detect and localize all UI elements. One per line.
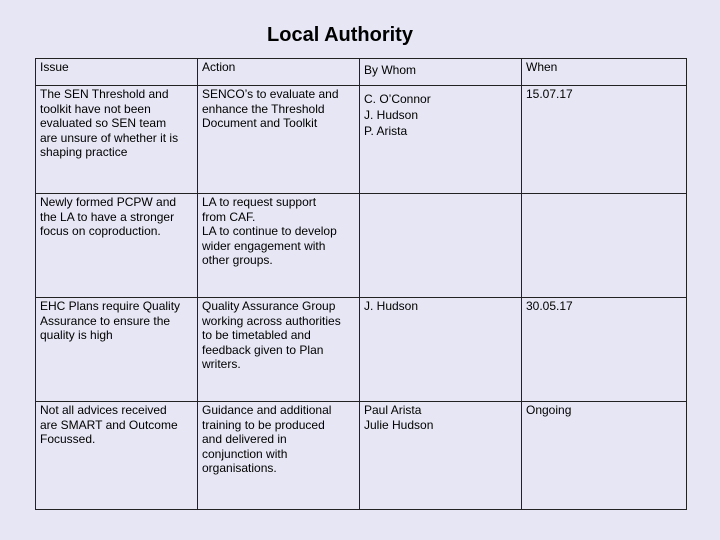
issue-cell [36, 194, 198, 298]
cell-line: The SEN Threshold and [40, 87, 169, 101]
by-whom-cell [360, 402, 522, 510]
cell-line: Julie Hudson [364, 417, 434, 432]
when-cell: 15.07.17 [522, 86, 687, 194]
cell-line: focus on coproduction. [40, 224, 161, 238]
cell-line: evaluated so SEN team [40, 116, 167, 130]
cell-line: quality is high [40, 328, 113, 342]
cell-line: are SMART and Outcome [40, 417, 178, 432]
cell-line: LA to continue to develop [202, 224, 337, 238]
cell-line: from CAF. [202, 209, 256, 224]
cell-line: toolkit have not been [40, 101, 151, 116]
cell-line: Newly formed PCPW and [40, 195, 177, 209]
cell-line: Not all advices received [40, 403, 167, 417]
header-issue: Issue [36, 59, 198, 86]
cell-line: wider engagement with [202, 238, 326, 253]
action-table [35, 58, 687, 510]
when-cell: Ongoing [522, 402, 687, 510]
cell-line: organisations. [202, 461, 277, 475]
cell-line: to be timetabled and [202, 328, 311, 342]
cell-line: are unsure of whether it is [40, 130, 179, 145]
when-cell: 30.05.17 [522, 298, 687, 402]
cell-line: other groups. [202, 253, 273, 267]
page-title [0, 24, 680, 47]
by-whom-cell [360, 194, 522, 298]
cell-line: working across authorities [202, 313, 341, 328]
action-cell [198, 298, 360, 402]
table-row [36, 402, 687, 510]
cell-line: Assurance to ensure the [40, 313, 171, 328]
cell-line: feedback given to Plan [202, 342, 324, 357]
issue-cell [36, 402, 198, 510]
cell-line: the LA to have a stronger [40, 209, 175, 224]
cell-line: training to be produced [202, 417, 325, 432]
by-whom-cell [360, 86, 522, 194]
action-cell [198, 194, 360, 298]
header-by-whom: By Whom [360, 59, 522, 86]
cell-line: LA to request support [202, 195, 317, 209]
table-header-row [36, 59, 687, 86]
header-action: Action [198, 59, 360, 86]
by-whom-cell [360, 298, 522, 402]
cell-line: C. O’Connor [364, 92, 431, 106]
when-cell [522, 194, 687, 298]
action-cell [198, 402, 360, 510]
cell-line: J. Hudson [364, 299, 419, 313]
cell-line: writers. [202, 357, 241, 371]
table-row [36, 86, 687, 194]
cell-line: J. Hudson [364, 108, 419, 122]
header-when: When [522, 59, 687, 86]
issue-cell [36, 86, 198, 194]
title-text: Local Authority [267, 24, 413, 46]
action-cell [198, 86, 360, 194]
cell-line: Quality Assurance Group [202, 299, 336, 313]
cell-line: Paul Arista [364, 403, 422, 417]
cell-line: P. Arista [364, 124, 408, 138]
issue-cell [36, 298, 198, 402]
cell-line: enhance the Threshold [202, 101, 325, 116]
table-row [36, 298, 687, 402]
cell-line: Focussed. [40, 432, 96, 446]
cell-line: and delivered in [202, 432, 287, 446]
table-row [36, 194, 687, 298]
cell-line: shaping practice [40, 145, 128, 159]
cell-line: conjunction with [202, 446, 288, 461]
cell-line: Document and Toolkit [202, 116, 318, 130]
cell-line: SENCO’s to evaluate and [202, 87, 339, 101]
cell-line: EHC Plans require Quality [40, 299, 181, 313]
cell-line: Guidance and additional [202, 403, 332, 417]
